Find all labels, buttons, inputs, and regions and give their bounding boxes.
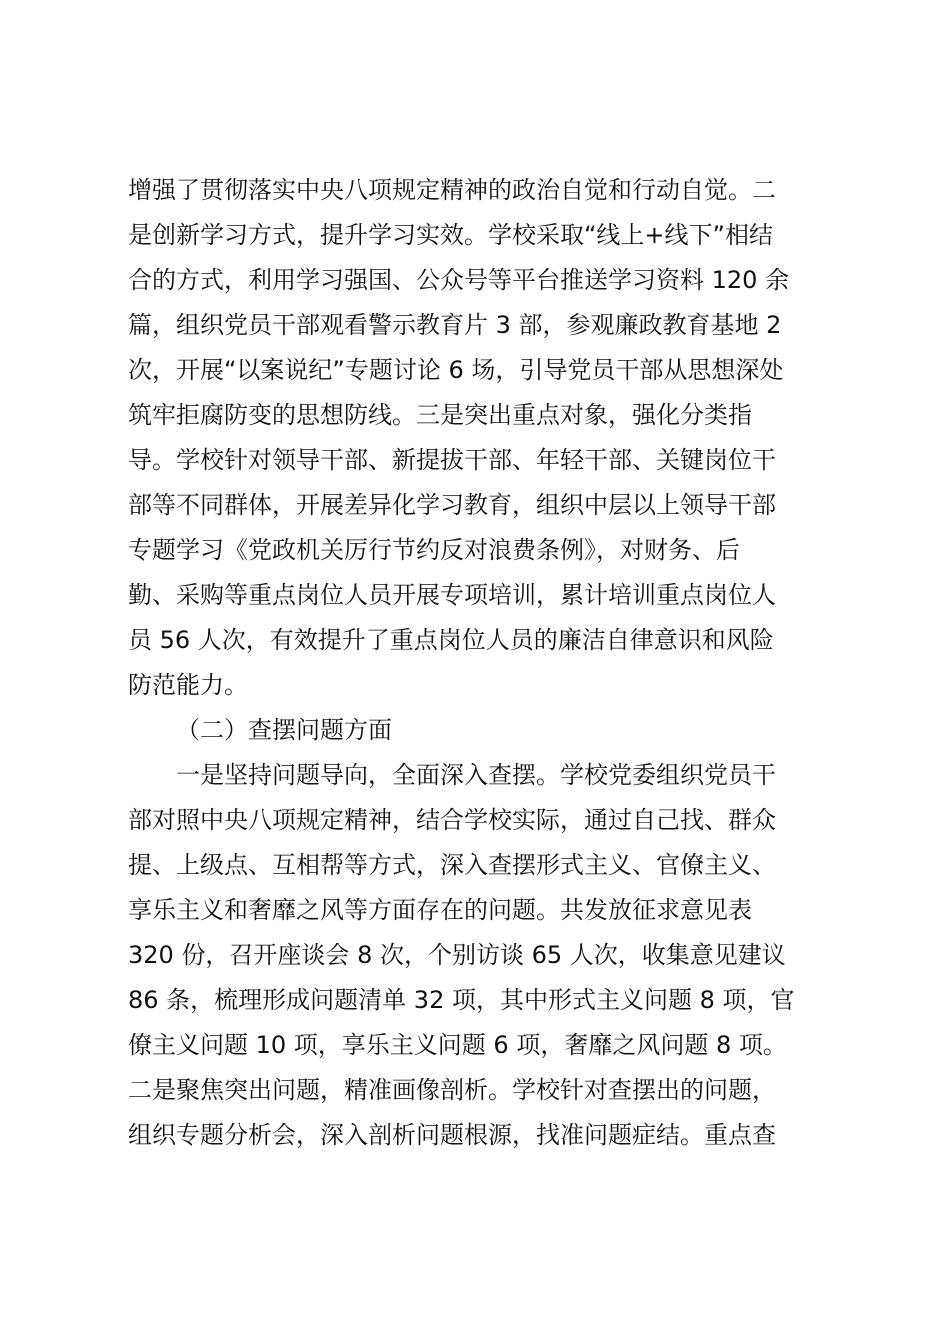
body-line: 部等不同群体，开展差异化学习教育，组织中层以上领导干部 (128, 491, 776, 519)
document-body (128, 168, 828, 1158)
body-line: 筑牢拒腐防变的思想防线。三是突出重点对象，强化分类指 (128, 401, 752, 429)
body-line: 提、上级点、互相帮等方式，深入查摆形式主义、官僚主义、 (128, 851, 776, 879)
body-line: 员 56 人次，有效提升了重点岗位人员的廉洁自律意识和风险 (128, 626, 774, 654)
section-heading: （二）查摆问题方面 (176, 716, 392, 744)
body-line: 320 份，召开座谈会 8 次，个别访谈 65 人次，收集意见建议 (128, 941, 786, 969)
body-line: 专题学习《党政机关厉行节约反对浪费条例》，对财务、后 (128, 536, 740, 564)
body-line: 享乐主义和奢靡之风等方面存在的问题。共发放征求意见表 (128, 896, 752, 924)
body-line: 部对照中央八项规定精神，结合学校实际，通过自己找、群众 (128, 806, 776, 834)
body-line: 勤、采购等重点岗位人员开展专项培训，累计培训重点岗位人 (128, 581, 776, 609)
body-line: 僚主义问题 10 项，享乐主义问题 6 项，奢靡之风问题 8 项。 (128, 1031, 787, 1059)
body-line: 二是聚焦突出问题，精准画像剖析。学校针对查摆出的问题， (128, 1076, 776, 1104)
body-line: 增强了贯彻落实中央八项规定精神的政治自觉和行动自觉。二 (128, 176, 776, 204)
body-line: 是创新学习方式，提升学习实效。学校采取“线上+线下”相结 (128, 221, 773, 249)
body-line: 次，开展“以案说纪”专题讨论 6 场，引导党员干部从思想深处 (128, 356, 784, 384)
body-line: 防范能力。 (128, 671, 248, 699)
body-line: 导。学校针对领导干部、新提拔干部、年轻干部、关键岗位干 (128, 446, 776, 474)
body-line: 组织专题分析会，深入剖析问题根源，找准问题症结。重点查 (128, 1121, 776, 1149)
body-line: 合的方式，利用学习强国、公众号等平台推送学习资料 120 余 (128, 266, 790, 294)
body-line: 一是坚持问题导向，全面深入查摆。学校党委组织党员干 (176, 761, 776, 789)
body-line: 86 条，梳理形成问题清单 32 项，其中形式主义问题 8 项，官 (128, 986, 795, 1014)
body-line: 篇，组织党员干部观看警示教育片 3 部，参观廉政教育基地 2 (128, 311, 782, 339)
